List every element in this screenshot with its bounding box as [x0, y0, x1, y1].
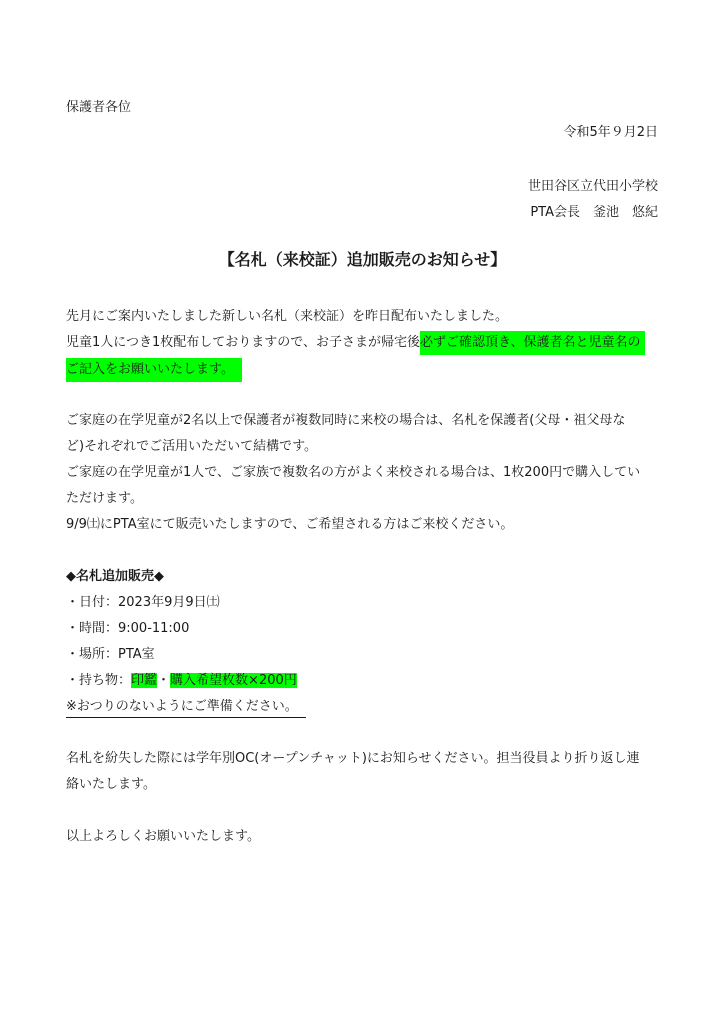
- para2-line5: 9/9㈯にPTA室にて販売いたしますので、ご希望される方はご来校ください。: [66, 517, 514, 532]
- para3-line1: 名札を紛失した際には学年別OC(オープンチャット)にお知らせください。担当役員より折り返し連: [66, 751, 640, 766]
- para1-line1: 先月にご案内いたしました新しい名札（来校証）を昨日配布いたしました。: [66, 309, 509, 324]
- para2-line2: ど)それぞれでご活用いただいて結構です。: [66, 439, 318, 454]
- para2-line3: ご家庭の在学児童が1人で、ご家族で複数名の方がよく来校される場合は、1枚200円で購入してい: [66, 465, 641, 480]
- details-place: ・場所：PTA室: [66, 647, 155, 662]
- salutation: 保護者各位: [66, 100, 132, 115]
- para1-line3-highlight: ご記入をお願いいたします。: [66, 358, 242, 382]
- para1-line2-highlight: 必ずご確認頂き、保護者名と児童名の: [420, 331, 644, 355]
- sender-name: PTA会長 釜池 悠紀: [530, 205, 658, 220]
- para3-line2: 絡いたします。: [66, 777, 156, 792]
- details-items-payment: 購入希望枚数×200円: [170, 673, 297, 688]
- details-note: ※おつりのないようにご準備ください。: [66, 699, 306, 718]
- details-time: ・時間：9:00-11:00: [66, 621, 190, 636]
- details-items-separator: ・: [157, 673, 171, 688]
- details-note-wrap: [66, 698, 306, 716]
- para2-line1: ご家庭の在学児童が2名以上で保護者が複数同時に来校の場合は、名札を保護者(父母・祖父母な: [66, 413, 626, 428]
- details-date: ・日付：2023年9月9日㈯: [66, 595, 220, 610]
- details-items-seal: 印鑑: [131, 673, 158, 688]
- para1-line2: [66, 331, 645, 355]
- sender-school: 世田谷区立代田小学校: [527, 179, 658, 194]
- closing: 以上よろしくお願いいたします。: [66, 829, 260, 844]
- issue-date: 令和5年９月2日: [563, 125, 658, 140]
- details-heading: ◆名札追加販売◆: [66, 569, 164, 584]
- details-items: [66, 672, 297, 690]
- page-title: 【名札（来校証）追加販売のお知らせ】: [218, 250, 507, 269]
- para1-line2-plain: 児童1人につき1枚配布しておりますので、お子さまが帰宅後: [66, 335, 421, 350]
- para2-line4: ただけます。: [66, 491, 143, 506]
- para1-line3: [66, 358, 242, 382]
- details-items-prefix: ・持ち物：: [66, 673, 132, 688]
